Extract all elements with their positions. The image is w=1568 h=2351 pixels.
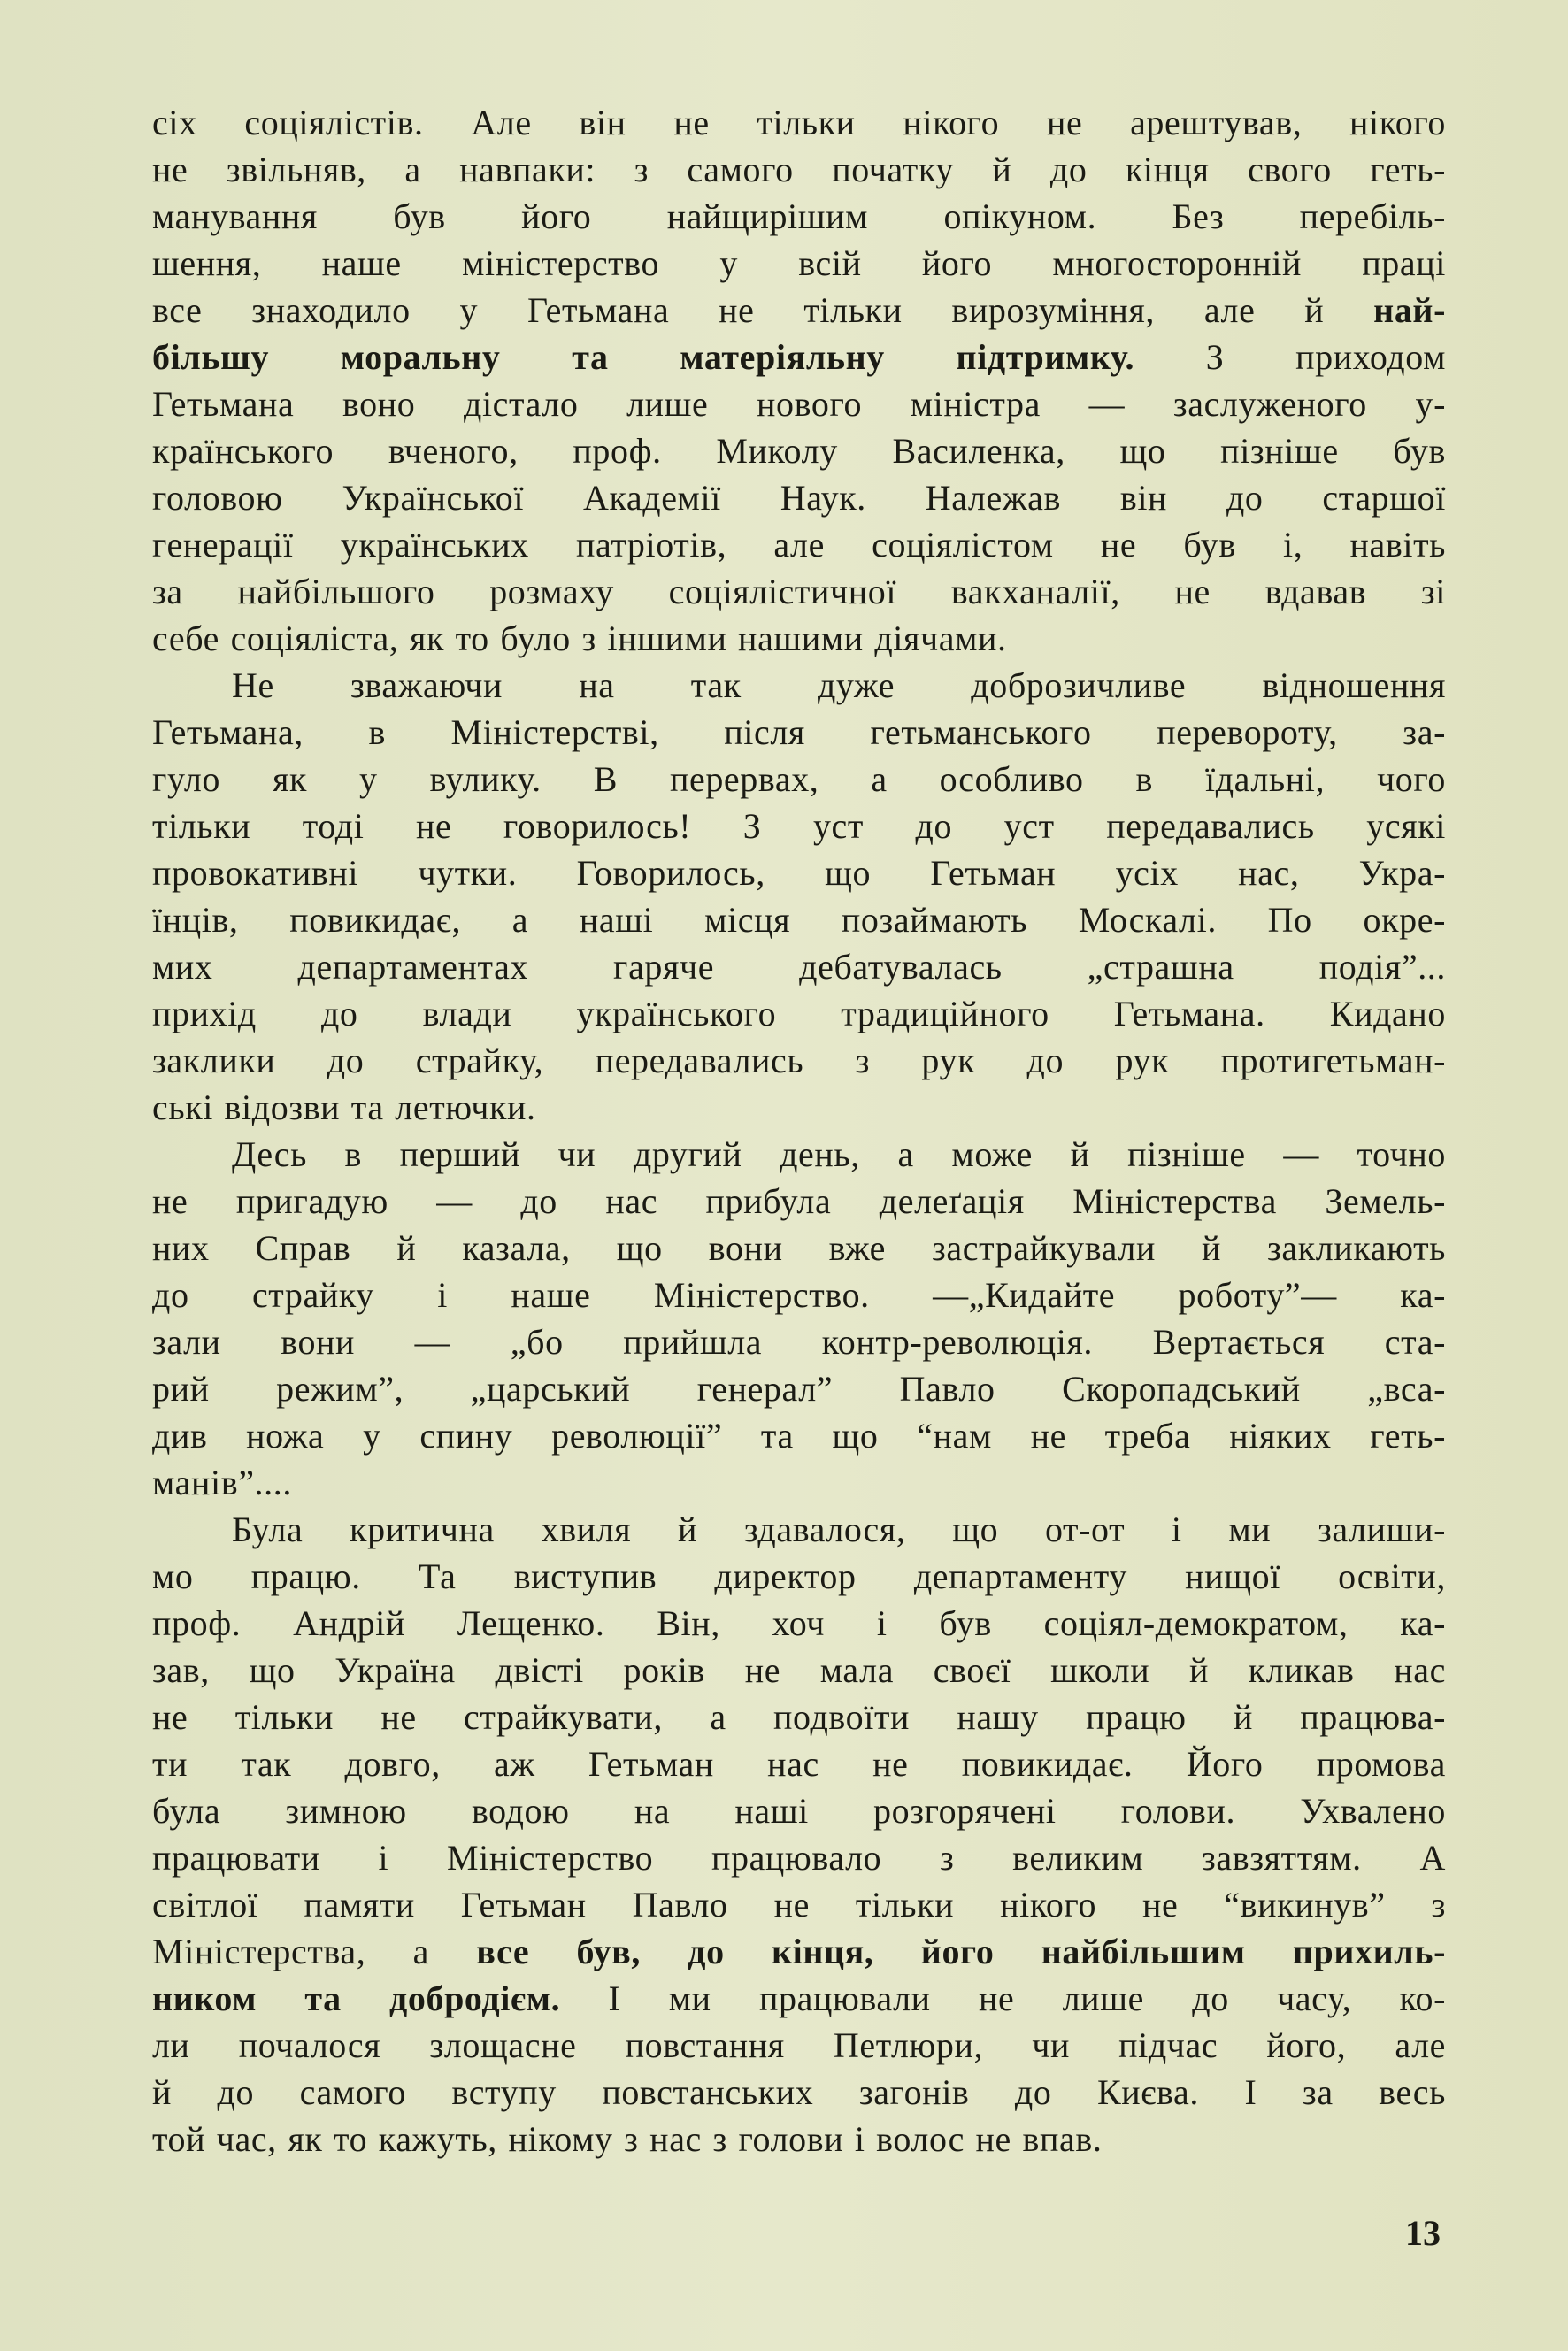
bold-text-segment: більшу моральну та матеріяльну підтримку. bbox=[152, 337, 1135, 377]
bold-text-segment: най- bbox=[1373, 290, 1446, 330]
text-line bbox=[152, 1084, 1446, 1131]
text-segment: зали вони — „бо прийшла контр-революція. Вертається ста- bbox=[152, 1322, 1446, 1362]
text-segment: себе соціяліста, як то було з іншими нашими діячами. bbox=[152, 618, 1007, 658]
text-line bbox=[152, 1365, 1446, 1412]
text-segment: них Справ й казала, що вони вже застрайкували й закликають bbox=[152, 1228, 1446, 1268]
text-line bbox=[152, 380, 1446, 427]
text-line bbox=[152, 1834, 1446, 1881]
text-line bbox=[152, 1412, 1446, 1459]
text-line bbox=[152, 334, 1446, 380]
text-line bbox=[152, 2022, 1446, 2069]
text-segment: зав, що Україна двісті років не мала своєї школи й кликав нас bbox=[152, 1650, 1446, 1690]
text-line bbox=[152, 1178, 1446, 1225]
text-line bbox=[152, 1272, 1446, 1318]
text-line bbox=[152, 1787, 1446, 1834]
text-segment: працювати і Міністерство працювало з великим завзяттям. А bbox=[152, 1838, 1446, 1878]
text-segment: З приходом bbox=[1134, 337, 1446, 377]
text-segment: шення, наше міністерство у всій його многосторонній праці bbox=[152, 243, 1446, 283]
text-line bbox=[152, 1506, 1446, 1553]
text-line bbox=[152, 427, 1446, 474]
text-segment: той час, як то кажуть, нікому з нас з голови і волос не впав. bbox=[152, 2119, 1103, 2159]
text-segment: проф. Андрій Лещенко. Він, хоч і був соціял-демократом, ка- bbox=[152, 1603, 1446, 1643]
text-segment: країнського вченого, проф. Миколу Василенка, що пізніше був bbox=[152, 431, 1446, 471]
text-segment: манування був його найщирішим опікуном. Без перебіль- bbox=[152, 196, 1446, 236]
text-line bbox=[152, 1647, 1446, 1694]
text-segment: не пригадую — до нас прибула делеґація Міністерства Земель- bbox=[152, 1181, 1446, 1221]
text-segment: ти так довго, аж Гетьман нас не повикидає. Його промова bbox=[152, 1744, 1446, 1784]
text-segment: їнців, повикидає, а наші місця позаймають Москалі. По окре- bbox=[152, 900, 1446, 940]
text-segment: за найбільшого розмаху соціялістичної вакханалії, не вдавав зі bbox=[152, 572, 1446, 611]
text-segment: заклики до страйку, передавались з рук до рук протигетьман- bbox=[152, 1041, 1446, 1080]
text-segment: див ножа у спину революції” та що “нам не треба ніяких геть- bbox=[152, 1416, 1446, 1456]
bold-text-segment: все був, до кінця, його найбільшим прихиль- bbox=[476, 1932, 1446, 1971]
text-segment: не звільняв, а навпаки: з самого початку й до кінця свого геть- bbox=[152, 150, 1446, 189]
text-segment: все знаходило у Гетьмана не тільки вирозуміння, але й bbox=[152, 290, 1374, 330]
text-segment: сіх соціялістів. Але він не тільки нікого не арештував, нікого bbox=[152, 103, 1446, 142]
text-segment: Гетьмана, в Міністерстві, після гетьманського перевороту, за- bbox=[152, 712, 1446, 752]
page-number: 13 bbox=[1405, 2213, 1441, 2253]
text-line bbox=[152, 193, 1446, 240]
text-line bbox=[152, 615, 1446, 662]
text-segment: І ми працювали не лише до часу, ко- bbox=[560, 1978, 1447, 2018]
text-line bbox=[152, 1553, 1446, 1600]
text-line bbox=[152, 2116, 1446, 2163]
text-segment: Міністерства, а bbox=[152, 1932, 477, 1971]
text-segment: головою Української Академії Наук. Належав він до старшої bbox=[152, 478, 1446, 518]
text-line bbox=[152, 896, 1446, 943]
text-segment: мо працю. Та виступив директор департаменту нищої освіти, bbox=[152, 1556, 1446, 1596]
text-line bbox=[152, 1881, 1446, 1928]
text-segment: манів”.... bbox=[152, 1463, 292, 1502]
text-line bbox=[152, 1131, 1446, 1178]
text-line bbox=[152, 521, 1446, 568]
text-segment: мих департаментах гаряче дебатувалась „страшна подія”... bbox=[152, 947, 1446, 987]
text-segment: світлої памяти Гетьман Павло не тільки нікого не “викинув” з bbox=[152, 1885, 1446, 1925]
text-segment: генерації українських патріотів, але соціялістом не був і, навіть bbox=[152, 525, 1446, 565]
text-segment: й до самого вступу повстанських загонів до Києва. І за весь bbox=[152, 2072, 1446, 2112]
text-line bbox=[152, 474, 1446, 521]
text-segment: рий режим”, „царський генерал” Павло Скоропадський „вса- bbox=[152, 1369, 1446, 1409]
text-line bbox=[152, 1740, 1446, 1787]
text-segment: прихід до влади українського традиційного Гетьмана. Кидано bbox=[152, 994, 1446, 1033]
text-line bbox=[152, 990, 1446, 1037]
text-line bbox=[152, 709, 1446, 756]
text-segment: Не зважаючи на так дуже доброзичливе відношення bbox=[232, 665, 1446, 705]
text-line bbox=[152, 1600, 1446, 1647]
text-segment: була зимною водою на наші розгорячені голови. Ухвалено bbox=[152, 1791, 1446, 1831]
text-line bbox=[152, 803, 1446, 849]
text-segment: гуло як у вулику. В перервах, а особливо в їдальні, чого bbox=[152, 759, 1446, 799]
text-segment: Була критична хвиля й здавалося, що от-от і ми залиши- bbox=[232, 1510, 1446, 1549]
text-line bbox=[152, 240, 1446, 287]
text-segment: не тільки не страйкувати, а подвоїти нашу працю й працюва- bbox=[152, 1697, 1446, 1737]
bold-text-segment: ником та добродієм. bbox=[152, 1978, 561, 2018]
text-segment: ські відозви та летючки. bbox=[152, 1087, 536, 1127]
text-line bbox=[152, 1975, 1446, 2022]
text-line bbox=[152, 1694, 1446, 1740]
text-segment: до страйку і наше Міністерство. —„Кидайте роботу”— ка- bbox=[152, 1275, 1446, 1315]
text-line bbox=[152, 146, 1446, 193]
text-line bbox=[152, 662, 1446, 709]
text-line bbox=[152, 287, 1446, 334]
text-line bbox=[152, 756, 1446, 803]
text-line bbox=[152, 1318, 1446, 1365]
text-segment: Десь в перший чи другий день, а може й пізніше — точно bbox=[232, 1134, 1446, 1174]
text-line bbox=[152, 2069, 1446, 2116]
text-segment: ли почалося злощасне повстання Петлюри, чи підчас його, але bbox=[152, 2025, 1446, 2065]
text-line bbox=[152, 1459, 1446, 1506]
text-line bbox=[152, 849, 1446, 896]
text-line bbox=[152, 1037, 1446, 1084]
text-line bbox=[152, 1928, 1446, 1975]
text-line bbox=[152, 99, 1446, 146]
text-segment: тільки тоді не говорилось! З уст до уст передавались усякі bbox=[152, 806, 1446, 846]
text-segment: Гетьмана воно дістало лише нового міністра — заслуженого у- bbox=[152, 384, 1446, 424]
text-line bbox=[152, 568, 1446, 615]
text-line bbox=[152, 1225, 1446, 1272]
text-segment: провокативні чутки. Говорилось, що Гетьман усіх нас, Укра- bbox=[152, 853, 1446, 893]
page-text bbox=[152, 99, 1446, 2163]
text-line bbox=[152, 943, 1446, 990]
